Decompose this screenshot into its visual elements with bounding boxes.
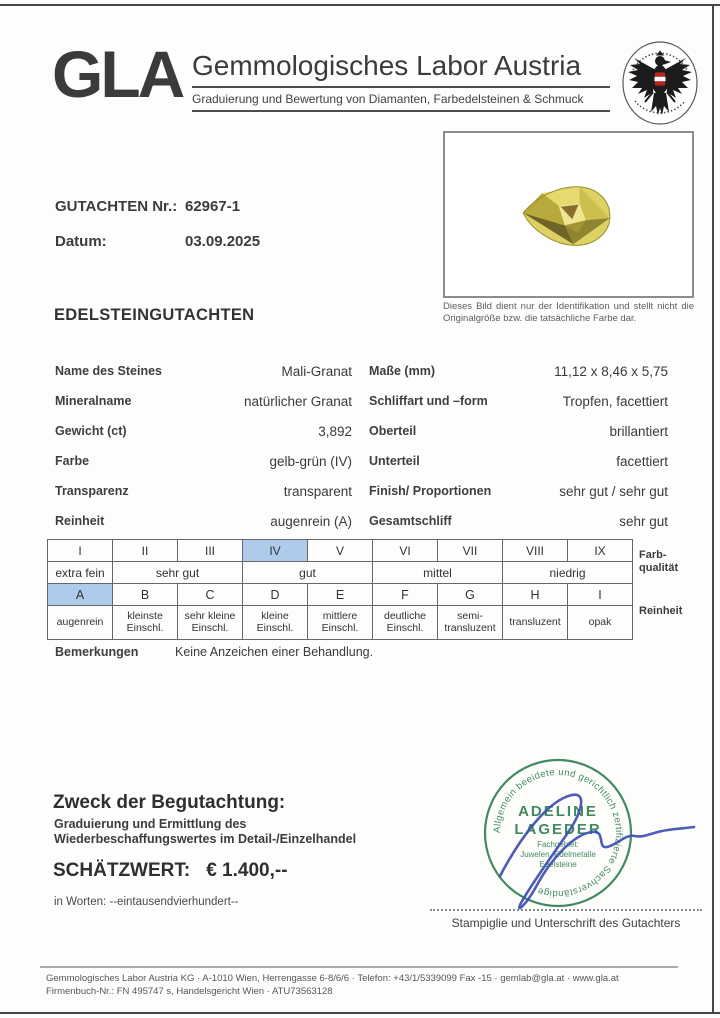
color-grade-cell: VII [438,540,503,562]
clarity-term-cell: deutliche Einschl. [373,606,438,640]
report-number-label: GUTACHTEN Nr.: [55,198,178,215]
color-group-cell: sehr gut [113,562,243,584]
stamp-field-label: Fachgebiet: [537,840,579,849]
property-row [55,446,352,476]
scan-border-bottom [0,1012,720,1014]
lab-title: Gemmologisches Labor Austria [192,50,582,81]
clarity-term-cell: mittlere Einschl. [308,606,373,640]
property-label: Reinheit [55,514,105,528]
property-value: natürlicher Granat [243,393,352,409]
gemstone-image [519,177,615,251]
report-number-value: 62967-1 [185,198,241,215]
stamp-field-line2: Edelsteine [539,860,577,869]
property-row [369,506,668,536]
remarks-text: Keine Anzeichen einer Behandlung. [175,645,374,659]
clarity-grade-row [48,584,695,606]
property-row [369,386,668,416]
color-grade-cell: VI [373,540,438,562]
header-divider-top [192,86,610,88]
color-grade-cell: II [113,540,178,562]
property-value: Mali-Granat [281,363,352,379]
clarity-grade-cell: D [243,584,308,606]
clarity-grade-cell: I [568,584,633,606]
austrian-eagle-emblem [620,40,700,126]
clarity-term-row [48,606,695,640]
purpose-heading: Zweck der Begutachtung: [53,792,286,813]
property-value: facettiert [616,453,668,469]
footer-contact-line: Gemmologisches Labor Austria KG · A-1010 Wien, Herrengasse 6-8/6/6 · Telefon: +43/1/5339099 Fax -15 · gemlab@gla.at · www.gla.at [46,973,619,984]
stamp-field-line1: Juwelen, Edelmetalle [520,850,596,859]
property-value: sehr gut [619,513,668,529]
scan-border-top [0,4,720,6]
estimated-value-row [53,860,288,882]
clarity-term-cell: kleinste Einschl. [113,606,178,640]
lab-subtitle: Graduierung und Bewertung von Diamanten, Farbedelsteinen & Schmuck [192,92,584,106]
property-value: 11,12 x 8,46 x 5,75 [554,363,668,379]
color-grade-cell: IV [243,540,308,562]
color-group-cell: extra fein [48,562,113,584]
value-in-words: in Worten: --eintausendvierhundert-- [54,896,239,908]
property-row [55,386,352,416]
property-label: Farbe [55,454,90,468]
estimated-value-label: SCHÄTZWERT: [53,860,191,881]
scan-border-right [712,4,714,1013]
color-quality-axis-label: Farb-qualität [639,548,679,574]
property-value: augenrein (A) [270,513,352,529]
property-row [55,416,352,446]
clarity-axis-label: Reinheit [639,605,683,618]
property-value: brillantiert [609,423,668,439]
purpose-line2: Wiederbeschaffungswertes im Detail-/Einzelhandel [54,832,357,846]
property-row [55,476,352,506]
footer-divider [40,966,678,968]
color-grade-row [48,540,695,562]
date-value: 03.09.2025 [185,233,261,250]
property-label: Schliffart und –form [369,394,488,408]
property-label: Finish/ Proportionen [369,484,492,498]
property-label: Gewicht (ct) [55,424,127,438]
color-group-cell: mittel [373,562,503,584]
purpose-line1: Graduierung und Ermittlung des [54,817,247,831]
remarks-label: Bemerkungen [55,645,139,659]
property-label: Maße (mm) [369,364,435,378]
clarity-grade-cell: E [308,584,373,606]
clarity-grade-cell: F [373,584,438,606]
gla-logo: GLA [52,37,183,111]
property-label: Name des Steines [55,364,162,378]
clarity-term-cell: transluzent [503,606,568,640]
clarity-term-cell: kleine Einschl. [243,606,308,640]
date-label: Datum: [55,233,107,250]
property-label: Unterteil [369,454,420,468]
clarity-grade-cell: A [48,584,113,606]
property-label: Oberteil [369,424,417,438]
gem-photo [443,131,694,298]
signature-line [430,909,702,911]
stamp-name-line1: ADELINE [518,803,598,820]
properties-left-column [55,356,352,536]
color-grade-cell: III [178,540,243,562]
clarity-grade-cell: H [503,584,568,606]
properties-right-column [369,356,668,536]
clarity-term-cell: opak [568,606,633,640]
property-value: Tropfen, facettiert [562,393,668,409]
clarity-term-cell: augenrein [48,606,113,640]
section-title: EDELSTEINGUTACHTEN [54,306,255,324]
estimated-value-amount: € 1.400,-- [206,860,288,881]
property-row [369,476,668,506]
color-grade-cell: VIII [503,540,568,562]
color-grade-cell: I [48,540,113,562]
color-group-cell: gut [243,562,373,584]
color-grade-cell: IX [568,540,633,562]
remarks-row [55,645,373,659]
property-row [369,416,668,446]
grading-scale-table [47,539,695,640]
header-divider-bottom [192,110,610,112]
color-group-cell: niedrig [503,562,633,584]
property-label: Transparenz [55,484,129,498]
property-value: 3,892 [318,423,352,439]
clarity-grade-cell: G [438,584,503,606]
stamp-caption: Stampiglie und Unterschrift des Gutachters [451,916,681,930]
color-grade-cell: V [308,540,373,562]
stamp-name-line2: LAGEDER [514,821,602,838]
clarity-grade-cell: C [178,584,243,606]
stamp-ring-text: Allgemein beeidete und gerichtlich zertifizierte Sachverständige [491,766,625,900]
round-stamp [485,760,631,906]
property-row [369,356,668,386]
property-row [55,356,352,386]
color-group-row [48,562,695,584]
appraiser-stamp [428,736,710,914]
property-value: transparent [283,483,352,499]
footer-registry-line: Firmenbuch-Nr.: FN 495747 s, Handelsgericht Wien · ATU73563128 [46,986,333,997]
photo-disclaimer: Dieses Bild dient nur der Identifikation und stellt nicht die Originalgröße bzw. die tatsächliche Farbe dar. [443,301,694,325]
property-value: gelb-grün (IV) [269,453,352,469]
property-label: Gesamtschliff [369,514,452,528]
property-value: sehr gut / sehr gut [559,483,668,499]
clarity-grade-cell: B [113,584,178,606]
property-label: Mineralname [55,394,132,408]
clarity-term-cell: semi-transluzent [438,606,503,640]
property-row [369,446,668,476]
clarity-term-cell: sehr kleine Einschl. [178,606,243,640]
property-row [55,506,352,536]
